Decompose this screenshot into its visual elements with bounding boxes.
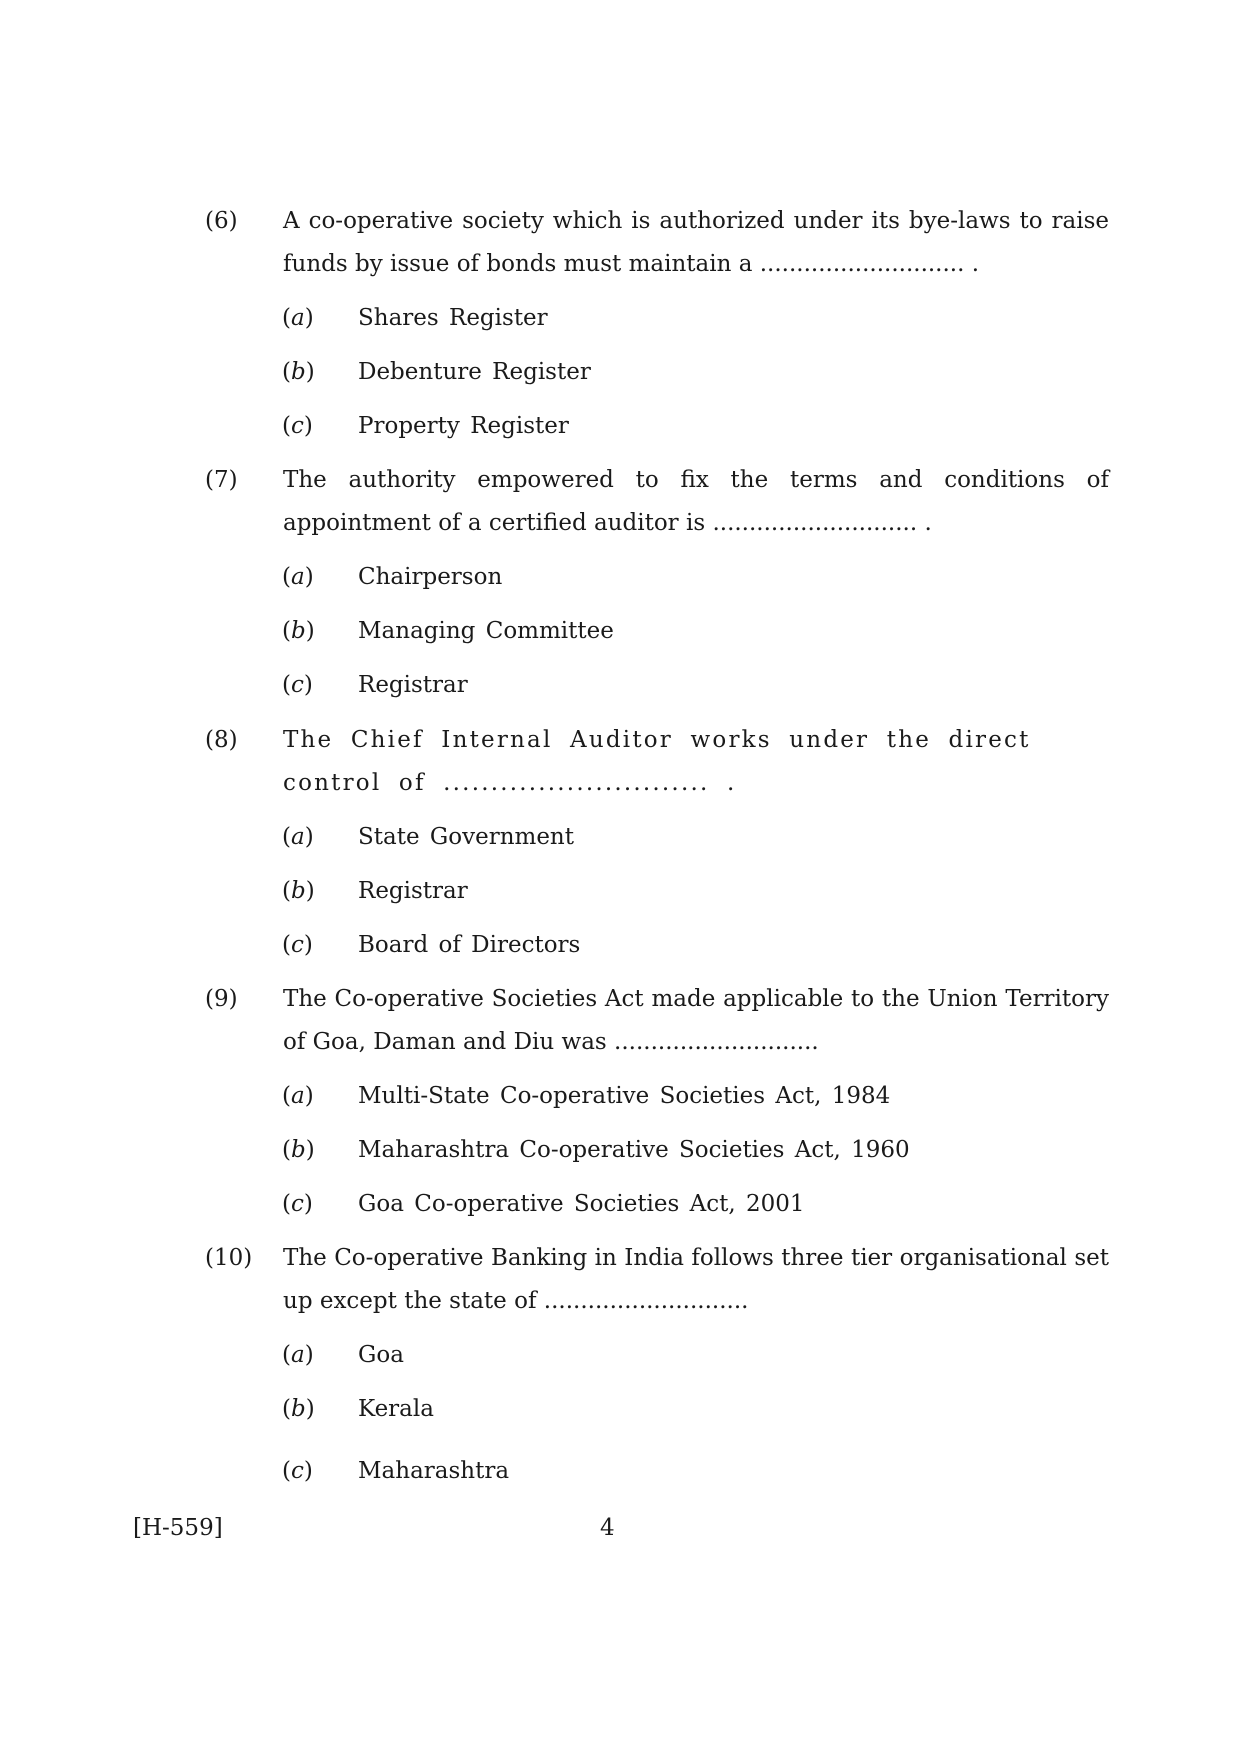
option-letter: (a)	[282, 824, 314, 850]
option-9c	[0, 1183, 1240, 1226]
question-text: The Co-operative Banking in India follows three tier organisational set up except the state of ............................	[283, 1245, 1109, 1314]
option-letter: (b)	[282, 618, 315, 644]
option-letter: (c)	[282, 413, 313, 439]
option-letter: (c)	[282, 1191, 313, 1217]
option-text: Kerala	[358, 1396, 434, 1422]
option-letter: (a)	[282, 1083, 314, 1109]
option-text: Maharashtra Co-operative Societies Act, 1960	[358, 1137, 910, 1163]
question-text: A co-operative society which is authorized under its bye-laws to raise funds by issue of bonds must maintain a ............................ .	[283, 208, 1109, 277]
question-text: The Chief Internal Auditor works under the direct control of ............................ .	[283, 727, 1031, 796]
paper-code: [H-559]	[133, 1515, 223, 1541]
question-text: The Co-operative Societies Act made applicable to the Union Territory of Goa, Daman and Diu was ............................	[283, 986, 1109, 1055]
option-letter: (c)	[282, 672, 313, 698]
option-text: Maharashtra	[358, 1458, 510, 1484]
option-text: Goa Co-operative Societies Act, 2001	[358, 1191, 805, 1217]
page-number: 4	[600, 1515, 615, 1541]
option-text: Property Register	[358, 413, 569, 439]
question-number: (7)	[205, 467, 238, 493]
option-9b	[0, 1129, 1240, 1172]
question-number: (8)	[205, 727, 238, 753]
question-text: The authority empowered to fix the terms and conditions of appointment of a certified auditor is ............................ .	[283, 467, 1109, 536]
option-letter: (b)	[282, 1137, 315, 1163]
option-letter: (b)	[282, 878, 315, 904]
option-6a	[0, 297, 1240, 340]
option-text: Debenture Register	[358, 359, 591, 385]
option-8b	[0, 870, 1240, 913]
option-7b	[0, 610, 1240, 653]
option-6c	[0, 405, 1240, 448]
option-8a	[0, 816, 1240, 859]
option-letter: (c)	[282, 1458, 313, 1484]
option-10c	[0, 1450, 1240, 1493]
option-letter: (a)	[282, 564, 314, 590]
question-number: (6)	[205, 208, 238, 234]
option-text: Multi-State Co-operative Societies Act, 1984	[358, 1083, 891, 1109]
option-letter: (a)	[282, 305, 314, 331]
option-text: Registrar	[358, 878, 468, 904]
option-text: Shares Register	[358, 305, 548, 331]
option-text: State Government	[358, 824, 574, 850]
option-letter: (a)	[282, 1342, 314, 1368]
option-text: Managing Committee	[358, 618, 614, 644]
option-letter: (b)	[282, 359, 315, 385]
option-8c	[0, 924, 1240, 967]
option-10a	[0, 1334, 1240, 1377]
option-6b	[0, 351, 1240, 394]
option-7a	[0, 556, 1240, 599]
option-letter: (b)	[282, 1396, 315, 1422]
option-text: Chairperson	[358, 564, 503, 590]
option-text: Registrar	[358, 672, 468, 698]
option-letter: (c)	[282, 932, 313, 958]
option-9a	[0, 1075, 1240, 1118]
option-text: Goa	[358, 1342, 404, 1368]
question-number: (9)	[205, 986, 238, 1012]
option-10b	[0, 1388, 1240, 1431]
option-7c	[0, 664, 1240, 707]
option-text: Board of Directors	[358, 932, 581, 958]
question-number: (10)	[205, 1245, 253, 1271]
